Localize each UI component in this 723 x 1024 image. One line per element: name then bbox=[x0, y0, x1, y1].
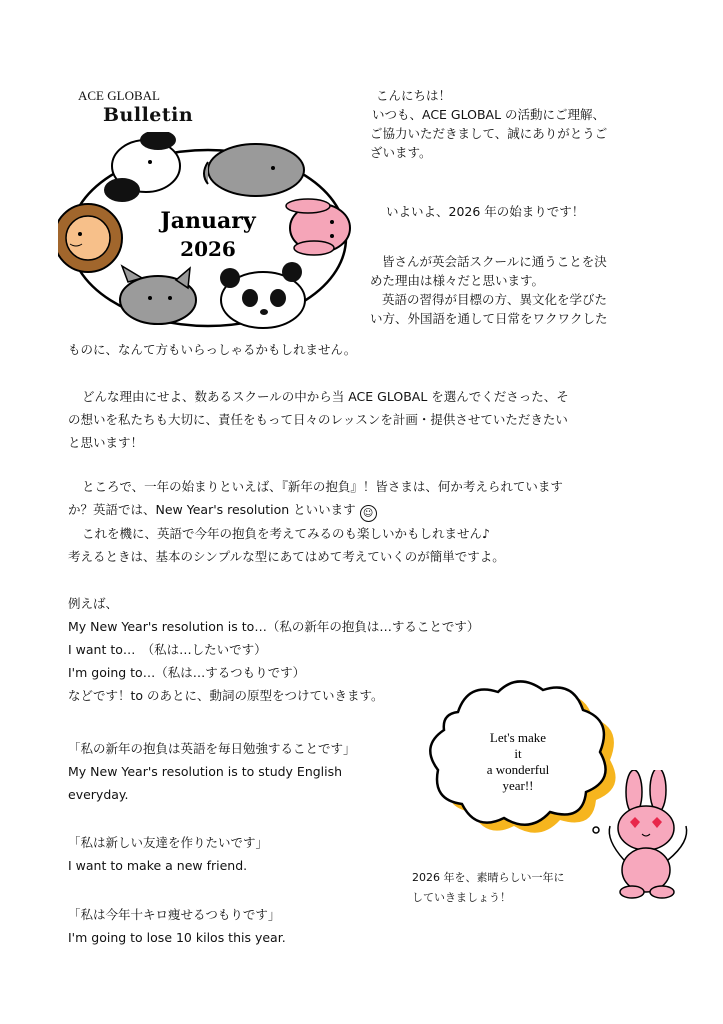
example-en: My New Year's resolution is to study English bbox=[68, 764, 343, 779]
intro-line: 英語の習得が目標の方、異文化を学びた bbox=[382, 292, 608, 307]
intro-line: ざいます。 bbox=[370, 145, 432, 160]
cloud-line: it bbox=[514, 746, 522, 761]
body-line: ところで、一年の始まりといえば、『新年の抱負』！皆さまは、何か考えられています bbox=[82, 479, 563, 494]
closing-line: していきましょう！ bbox=[412, 891, 511, 904]
intro-line: 皆さんが英会話スクールに通うことを決 bbox=[382, 254, 607, 269]
example-en: I want to make a new friend. bbox=[68, 858, 248, 873]
cloud-line: a wonderful bbox=[486, 762, 550, 777]
pink-bunny-illustration bbox=[600, 770, 700, 900]
speech-cloud bbox=[418, 672, 618, 837]
animal-oval-illustration bbox=[58, 132, 368, 337]
intro-line-last: ものに、なんて方もいらっしゃるかもしれません。 bbox=[68, 342, 357, 357]
body-line: の想いを私たちも大切に、責任をもって日々のレッスンを計画・提供させていただきたい bbox=[68, 412, 568, 427]
closing-message bbox=[412, 868, 565, 908]
intro-reasons bbox=[370, 252, 608, 328]
pattern-line: I'm going to…（私は…するつもりです） bbox=[68, 665, 306, 680]
rabbit-right-icon bbox=[286, 199, 350, 255]
body-line: どんな理由にせよ、数あるスクールの中から当 ACE GLOBAL を選んでくださった、そ bbox=[82, 389, 569, 404]
closing-line: 2026 年を、素晴らしい一年に bbox=[412, 871, 565, 884]
cloud-line: Let's make bbox=[489, 730, 547, 745]
pattern-line: などです！to のあとに、動詞の原型をつけていきます。 bbox=[68, 688, 384, 703]
pattern-line: 例えば、 bbox=[68, 596, 119, 611]
example-jp: 「私は新しい友達を作りたいです」 bbox=[68, 835, 269, 850]
intro-line: いつも、ACE GLOBAL の活動にご理解、 bbox=[372, 107, 606, 122]
example-en: I'm going to lose 10 kilos this year. bbox=[68, 930, 286, 945]
year-label: 2026 bbox=[180, 237, 236, 261]
body-line: と思います！ bbox=[68, 435, 144, 450]
pattern-line: My New Year's resolution is to…（私の新年の抱負は…することです） bbox=[68, 619, 480, 634]
pattern-line: I want to… （私は…したいです） bbox=[68, 642, 267, 657]
example-jp: 「私の新年の抱負は英語を毎日勉強することです」 bbox=[68, 741, 356, 756]
example-en: everyday. bbox=[68, 787, 129, 802]
lion-icon bbox=[58, 204, 122, 272]
intro-line: ご協力いただきまして、誠にありがとうご bbox=[370, 126, 608, 141]
org-name: ACE GLOBAL bbox=[78, 88, 160, 103]
smiley-icon: ☺ bbox=[360, 505, 377, 522]
body-line: これを機に、英語で今年の抱負を考えてみるのも楽しいかもしれません♪ bbox=[82, 526, 490, 541]
month-label: January bbox=[160, 208, 256, 234]
cloud-line: year!! bbox=[502, 778, 534, 793]
body-line: 考えるときは、基本のシンプルな型にあてはめて考えていくのが簡単ですよ。 bbox=[68, 549, 505, 564]
bulletin-title: Bulletin bbox=[103, 104, 194, 126]
example-jp: 「私は今年十キロ痩せるつもりです」 bbox=[68, 907, 281, 922]
intro-text bbox=[370, 86, 608, 162]
intro-new-year: いよいよ、2026 年の始まりです！ bbox=[386, 204, 585, 219]
example-1 bbox=[68, 737, 356, 806]
example-2 bbox=[68, 831, 268, 877]
intro-line: めた理由は様々だと思います。 bbox=[370, 273, 545, 288]
paragraph-resolution bbox=[68, 475, 563, 568]
panda-bottom-icon bbox=[220, 262, 305, 328]
paragraph-reason bbox=[68, 385, 569, 454]
example-3 bbox=[68, 903, 286, 949]
intro-line: い方、外国語を通して日常をワクワクした bbox=[370, 311, 608, 326]
body-line: か？英語では、New Year's resolution といいます bbox=[68, 502, 356, 517]
intro-line: こんにちは！ bbox=[376, 88, 452, 103]
